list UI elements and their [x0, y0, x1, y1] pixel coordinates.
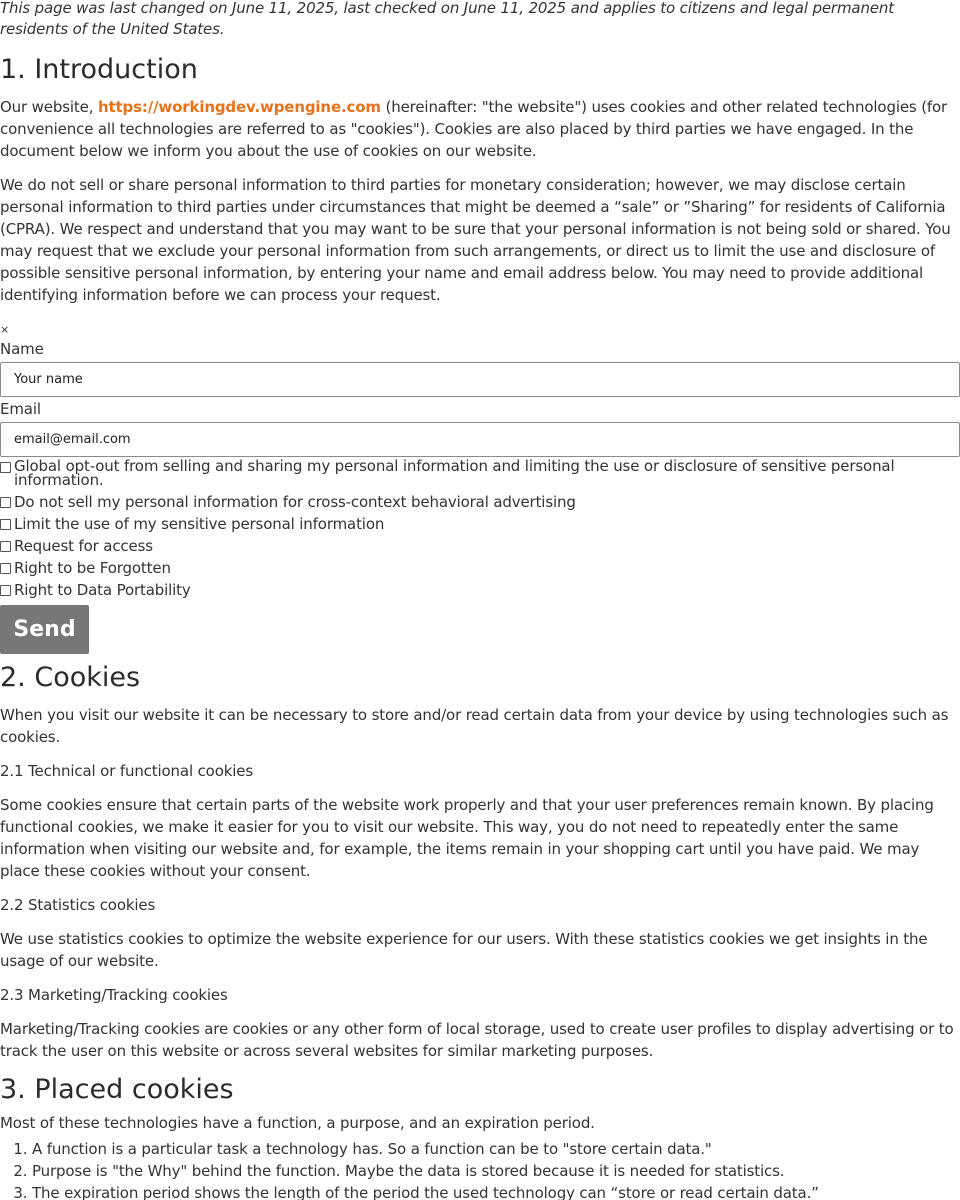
- option-label: Global opt-out from selling and sharing my personal information and limiting the use or disclosure of sensitive personal information.: [14, 457, 895, 489]
- checkbox[interactable]: [0, 585, 11, 596]
- section-heading-cookies: 2. Cookies: [0, 662, 141, 693]
- list-item: 1. A function is a particular task a technology has. So a function can be to "store certain data.": [32, 1138, 960, 1160]
- checkbox[interactable]: [0, 462, 11, 473]
- list-item: 3. The expiration period shows the length of the period the used technology can “store or read certain data.”: [32, 1182, 960, 1200]
- checkbox[interactable]: [0, 497, 11, 508]
- intro-text-after-link: (hereinafter: "the website") uses cookies and other related technologies (for convenience all technologies are referred to as "cookies"). Cookies are also placed by third parties we have engaged. In the document below we inform you about the use of cookies on our website.: [0, 98, 948, 160]
- section-heading-placed-cookies: 3. Placed cookies: [0, 1074, 234, 1105]
- intro-text-before-link: Our website,: [0, 98, 98, 116]
- option-global-opt-out[interactable]: [0, 459, 960, 487]
- name-input[interactable]: [0, 362, 960, 397]
- email-label: Email: [0, 400, 41, 418]
- option-label: Limit the use of my sensitive personal information: [14, 515, 385, 533]
- opt-out-form: [0, 323, 960, 654]
- checkbox[interactable]: [0, 563, 11, 574]
- marketing-cookies-paragraph: Marketing/Tracking cookies are cookies or any other form of local storage, used to create user profiles to display advertising or to track the user on this website or across several websites for similar marketing purposes.: [0, 1020, 954, 1060]
- subheading-marketing-cookies: 2.3 Marketing/Tracking cookies: [0, 986, 228, 1004]
- subheading-statistics-cookies: 2.2 Statistics cookies: [0, 896, 156, 914]
- privacy-paragraph: We do not sell or share personal information to third parties for monetary consideration; however, we may disclose certain personal information to third parties under circumstances that might be deemed a “sale” or ”Sharing” for residents of California (CPRA). We respect and understand that you may want to be sure that your personal information is not being sold or shared. You may request that we exclude your personal information from such arrangements, or direct us to limit the use and disclosure of possible sensitive personal information, by entering your name and email address below. You may need to provide additional identifying information before we can process your request.: [0, 176, 951, 304]
- option-label: Right to Data Portability: [14, 581, 191, 599]
- subheading-functional-cookies: 2.1 Technical or functional cookies: [0, 762, 254, 780]
- placed-cookies-paragraph: Most of these technologies have a function, a purpose, and an expiration period.: [0, 1114, 595, 1132]
- name-label: Name: [0, 340, 44, 358]
- statistics-cookies-paragraph: We use statistics cookies to optimize the website experience for our users. With these statistics cookies we get insights in the usage of our website.: [0, 930, 928, 970]
- intro-paragraph: [0, 96, 960, 162]
- list-item: 2. Purpose is "the Why" behind the function. Maybe the data is stored because it is needed for statistics.: [32, 1160, 960, 1182]
- email-input[interactable]: [0, 422, 960, 457]
- placed-cookies-list: [0, 1138, 960, 1200]
- option-label: Do not sell my personal information for cross-context behavioral advertising: [14, 493, 576, 511]
- website-link[interactable]: https://workingdev.wpengine.com: [97, 98, 381, 116]
- close-icon[interactable]: ×: [0, 323, 10, 336]
- last-changed-note: This page was last changed on June 11, 2025, last checked on June 11, 2025 and applies to citizens and legal permanent residents of the United States.: [0, 0, 894, 38]
- cookies-paragraph: When you visit our website it can be necessary to store and/or read certain data from your device by using technologies such as cookies.: [0, 706, 949, 746]
- checkbox[interactable]: [0, 519, 11, 530]
- checkbox[interactable]: [0, 541, 11, 552]
- option-label: Right to be Forgotten: [14, 559, 171, 577]
- option-data-portability[interactable]: [0, 579, 960, 601]
- send-button[interactable]: Send: [0, 605, 89, 654]
- option-request-access[interactable]: [0, 535, 960, 557]
- option-do-not-sell[interactable]: [0, 491, 960, 513]
- option-label: Request for access: [14, 537, 153, 555]
- option-limit-sensitive[interactable]: [0, 513, 960, 535]
- option-right-to-be-forgotten[interactable]: [0, 557, 960, 579]
- functional-cookies-paragraph: Some cookies ensure that certain parts of the website work properly and that your user preferences remain known. By placing functional cookies, we make it easier for you to visit our website. This way, you do not need to repeatedly enter the same information when visiting our website and, for example, the items remain in your shopping cart until you have paid. We may place these cookies without your consent.: [0, 796, 934, 880]
- section-heading-introduction: 1. Introduction: [0, 54, 198, 85]
